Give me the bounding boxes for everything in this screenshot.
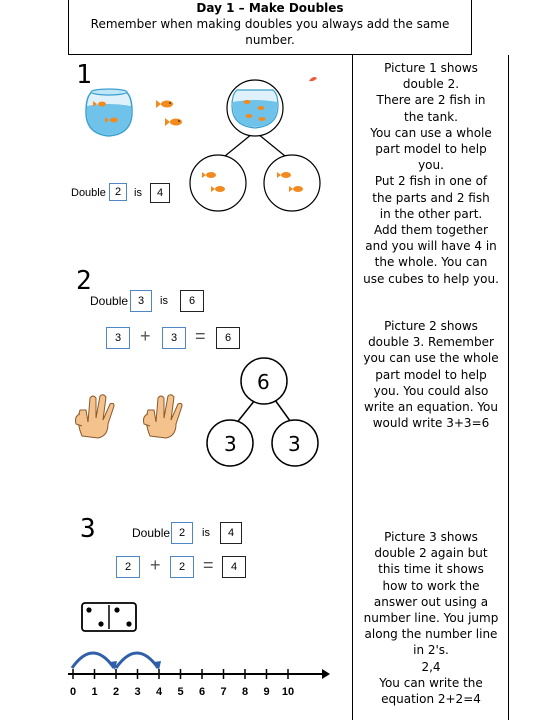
plus-sign: + [140,326,151,346]
number-line-label: 3 [134,686,141,698]
number-line-label: 9 [263,686,270,698]
equals-sign: = [203,555,214,575]
plus-sign: + [150,555,161,575]
equation-addend-b: 3 [162,327,186,349]
result-box: 4 [150,183,170,203]
page-title: Day 1 – Make Doubles [196,1,344,15]
number-line-label: 4 [155,686,163,698]
fish-icon [164,116,184,128]
hand-three-fingers-icon [142,392,186,440]
equation-addend-a: 2 [116,556,140,578]
domino-icon [81,602,137,632]
double-input-box: 3 [130,290,152,312]
fish-icon [155,98,175,110]
equation-addend-b: 2 [170,556,194,578]
number-line-label: 7 [220,686,227,698]
hand-three-fingers-icon [74,392,118,440]
is-label: is [202,527,210,539]
part-value-1: 3 [224,432,237,456]
double-input-box: 2 [109,183,127,201]
number-line-label: 2 [112,686,120,698]
number-line-label: 1 [91,686,98,698]
double-label: Double [90,294,129,308]
number-line-label: 0 [69,686,77,698]
section-1-number: 1 [76,60,92,90]
equals-sign: = [195,326,206,346]
result-box: 4 [220,522,242,544]
explanation-2: Picture 2 shows double 3. Remember you can use the whole part model to help you. You could also write an equation. You would write 3+3=6 [363,319,499,431]
is-label: is [134,187,142,199]
double-label: Double [71,187,106,199]
header [68,0,472,55]
section-3-number: 3 [80,514,96,544]
whole-value: 6 [257,370,270,394]
explanation-3: Picture 3 shows double 2 again but this time it shows how to work the answer out using a number line. You jump along the number line in 2's. 2,4 You can write the equation 2+2=4 [363,530,499,707]
explanation-1: Picture 1 shows double 2. There are 2 fish in the tank. You can use a whole part model to help you. Put 2 fish in one of the parts and 2 fish in the other part. Add them together and you will have 4 in the whole. You can use cubes to help you. [363,61,499,286]
number-line-label: 5 [177,686,184,698]
double-label: Double [132,526,171,540]
equation-addend-a: 3 [106,327,130,349]
section-2-number: 2 [76,266,92,296]
number-line [60,640,330,700]
number-line-label: 10 [281,686,295,698]
part-whole-model-fish [190,78,340,218]
number-line-label: 6 [198,686,206,698]
result-box: 6 [180,290,204,312]
equation-result: 6 [216,327,240,349]
double-input-box: 2 [171,522,193,544]
equation-result: 4 [222,556,246,578]
part-value-2: 3 [288,432,301,456]
number-line-label: 8 [241,686,249,698]
is-label: is [160,295,168,307]
page-subtitle: Remember when making doubles you always add the same number. [90,17,450,47]
fish-tank-icon [84,86,134,138]
